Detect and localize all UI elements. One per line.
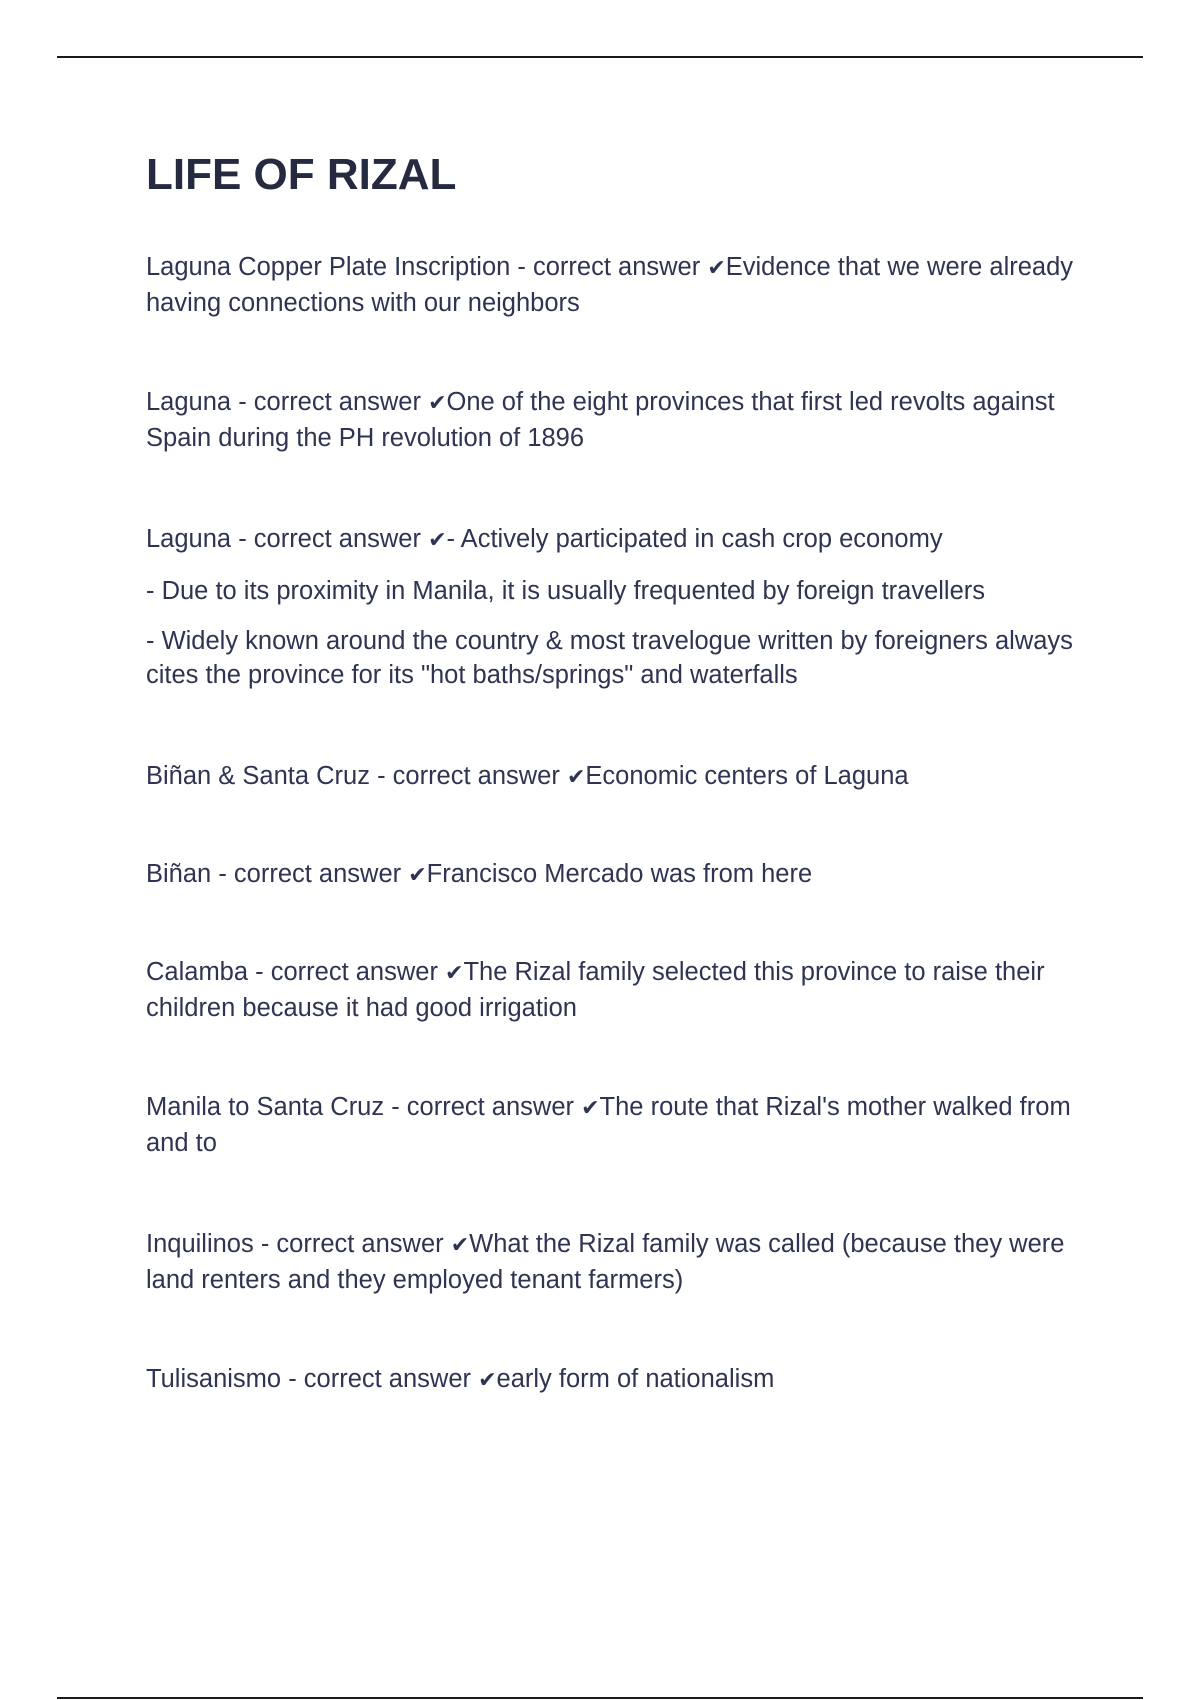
document-body: [146, 150, 1096, 1398]
check-icon: ✔: [445, 961, 464, 986]
answer-marker: - correct answer: [377, 762, 560, 790]
entry-term: Manila to Santa Cruz: [146, 1093, 385, 1121]
flashcard-entry: [146, 522, 1096, 692]
entry-definition: - Actively participated in cash crop economy: [446, 525, 943, 553]
check-icon: ✔: [428, 528, 447, 553]
entry-line: [146, 955, 1096, 1025]
top-rule: [57, 56, 1143, 58]
entry-definition: Francisco Mercado was from here: [426, 860, 813, 888]
flashcard-entry: [146, 759, 1096, 795]
entry-line: [146, 1090, 1096, 1160]
entry-term: Biñan: [146, 860, 212, 888]
answer-marker: - correct answer: [238, 525, 421, 553]
check-icon: ✔: [478, 1368, 497, 1393]
check-icon: ✔: [428, 391, 447, 416]
flashcard-entry: [146, 385, 1096, 455]
entry-definition: The route that Rizal's mother walked from and to: [146, 1093, 1071, 1157]
answer-marker: - correct answer: [238, 388, 421, 416]
entry-line: - Due to its proximity in Manila, it is usually frequented by foreign travellers: [146, 577, 986, 605]
entry-definition: Economic centers of Laguna: [585, 762, 909, 790]
flashcard-entry: [146, 250, 1096, 320]
answer-marker: - correct answer: [517, 253, 701, 281]
entry-term: Laguna: [146, 388, 232, 416]
page-title: LIFE OF RIZAL: [146, 150, 457, 199]
entry-line: [146, 1362, 1096, 1398]
entry-term: Inquilinos: [146, 1230, 254, 1258]
answer-marker: - correct answer: [288, 1365, 471, 1393]
entry-term: Laguna: [146, 525, 232, 553]
check-icon: ✔: [581, 1096, 600, 1121]
entry-line: [146, 857, 1096, 893]
entry-line: [146, 1227, 1096, 1297]
answer-marker: - correct answer: [260, 1230, 444, 1258]
entry-definition: One of the eight provinces that first led revolts against Spain during the PH revolution of 1896: [146, 388, 1055, 452]
entry-definition: Evidence that we were already having connections with our neighbors: [146, 253, 1074, 317]
entry-term: Biñan & Santa Cruz: [146, 762, 370, 790]
entry-line: [146, 250, 1096, 320]
flashcard-entry: [146, 955, 1096, 1025]
answer-marker: - correct answer: [255, 958, 438, 986]
entry-term: Tulisanismo: [146, 1365, 282, 1393]
entry-line: - Widely known around the country & most travelogue written by foreigners always cites the province for its "hot baths/springs" and waterfalls: [146, 627, 1073, 689]
check-icon: ✔: [566, 765, 586, 790]
entry-term: Calamba: [146, 958, 249, 986]
flashcard-entry: [146, 1362, 1096, 1398]
check-icon: ✔: [450, 1233, 470, 1258]
bottom-rule: [57, 1697, 1143, 1699]
answer-marker: - correct answer: [218, 860, 402, 888]
entry-definition: The Rizal family selected this province to raise their children because it had good irrigation: [146, 958, 1045, 1022]
entry-definition: What the Rizal family was called (because they were land renters and they employed tenant farmers): [146, 1230, 1065, 1294]
entry-line: [146, 522, 1096, 558]
flashcard-entry: [146, 1227, 1096, 1297]
entry-line: [146, 759, 1096, 795]
entry-line: [146, 385, 1096, 455]
flashcard-entry: [146, 1090, 1096, 1160]
flashcard-entry: [146, 857, 1096, 893]
check-icon: ✔: [707, 256, 726, 281]
entry-term: Laguna Copper Plate Inscription: [146, 253, 511, 281]
answer-marker: - correct answer: [391, 1093, 575, 1121]
check-icon: ✔: [408, 863, 427, 888]
entry-definition: early form of nationalism: [496, 1365, 775, 1393]
